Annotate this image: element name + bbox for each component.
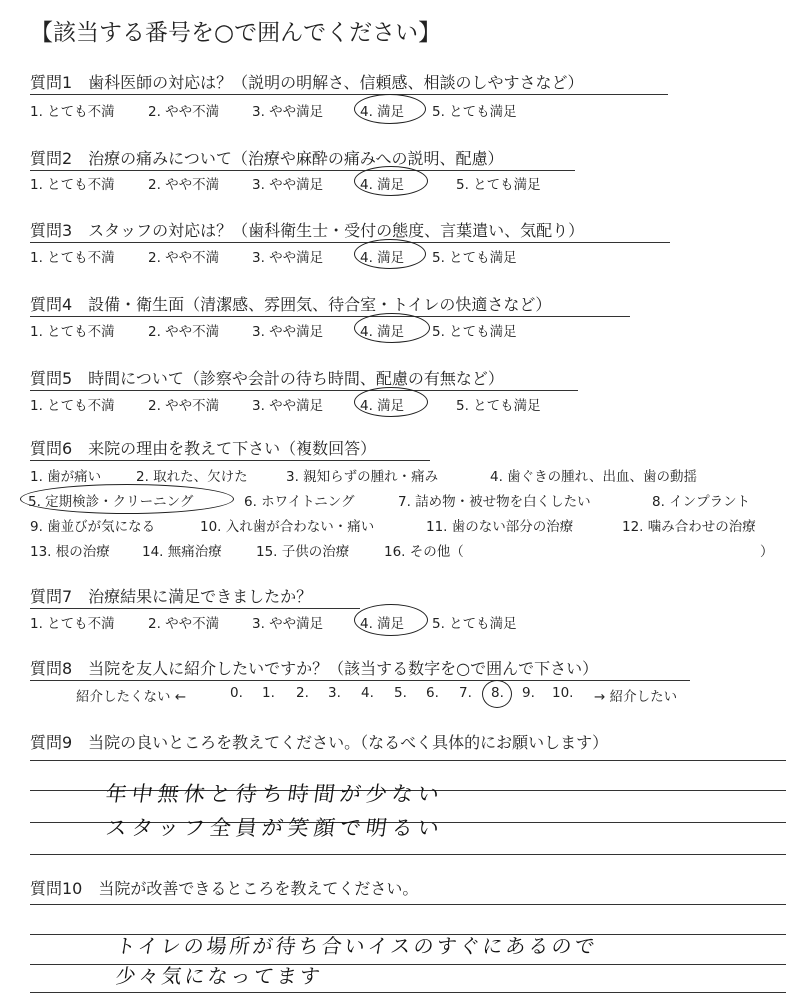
q1-option-4-selected: 4. 満足 bbox=[360, 104, 405, 120]
q7-option-4-selected: 4. 満足 bbox=[360, 616, 405, 632]
question-6-label: 質問6 来院の理由を教えて下さい（複数回答） bbox=[30, 439, 377, 458]
q6-option-14: 14. 無痛治療 bbox=[142, 544, 222, 560]
q6-option-16: 16. その他（ bbox=[384, 544, 464, 560]
q3-option-1: 1. とても不満 bbox=[30, 250, 115, 266]
q4-option-4-selected: 4. 満足 bbox=[360, 324, 405, 340]
q1-option-3: 3. やや満足 bbox=[252, 104, 324, 120]
q8-right-label: → 紹介したい bbox=[594, 689, 678, 705]
question-9-label: 質問9 当院の良いところを教えてください。（なるべく具体的にお願いします） bbox=[30, 733, 609, 752]
q6-option-15: 15. 子供の治療 bbox=[256, 544, 350, 560]
q8-left-label: 紹介したくない ← bbox=[76, 689, 187, 705]
q1-option-2: 2. やや不満 bbox=[148, 104, 220, 120]
q2-option-2: 2. やや不満 bbox=[148, 177, 220, 193]
q9-handwritten-answer-1: 年中無休と待ち時間が少ない bbox=[104, 782, 446, 806]
q3-option-5: 5. とても満足 bbox=[432, 250, 517, 266]
q8-scale-9: 9. bbox=[522, 685, 535, 701]
q7-option-2: 2. やや不満 bbox=[148, 616, 220, 632]
question-10-label: 質問10 当院が改善できるところを教えてください。 bbox=[30, 879, 419, 898]
q8-scale-6: 6. bbox=[426, 685, 439, 701]
question-3-label: 質問3 スタッフの対応は？（歯科衛生士・受付の態度、言葉遣い、気配り） bbox=[30, 221, 585, 240]
q8-scale-4: 4. bbox=[361, 685, 374, 701]
q2-option-4-selected: 4. 満足 bbox=[360, 177, 405, 193]
q1-option-5: 5. とても満足 bbox=[432, 104, 517, 120]
q8-scale-2: 2. bbox=[296, 685, 309, 701]
form-title: 【該当する番号を○で囲んでください】 bbox=[30, 20, 442, 46]
q2-option-1: 1. とても不満 bbox=[30, 177, 115, 193]
q7-option-1: 1. とても不満 bbox=[30, 616, 115, 632]
q4-option-2: 2. やや不満 bbox=[148, 324, 220, 340]
q1-selection-circle bbox=[354, 94, 426, 124]
q7-option-5: 5. とても満足 bbox=[432, 616, 517, 632]
q1-option-1: 1. とても不満 bbox=[30, 104, 115, 120]
q6-option-10: 10. 入れ歯が合わない・痛い bbox=[200, 519, 375, 535]
q6-option-8: 8. インプラント bbox=[652, 494, 751, 510]
q4-option-1: 1. とても不満 bbox=[30, 324, 115, 340]
q6-option-13: 13. 根の治療 bbox=[30, 544, 110, 560]
q3-option-2: 2. やや不満 bbox=[148, 250, 220, 266]
q6-option-4: 4. 歯ぐきの腫れ、出血、歯の動揺 bbox=[490, 469, 697, 485]
q8-selection-circle bbox=[482, 680, 512, 708]
q7-option-3: 3. やや満足 bbox=[252, 616, 324, 632]
q8-scale-3: 3. bbox=[328, 685, 341, 701]
question-1-underline bbox=[30, 94, 668, 95]
q6-option-6: 6. ホワイトニング bbox=[244, 494, 355, 510]
q6-option-7: 7. 詰め物・被せ物を白くしたい bbox=[398, 494, 591, 510]
q5-option-5: 5. とても満足 bbox=[456, 398, 541, 414]
q8-scale-8-selected: 8. bbox=[491, 685, 504, 701]
q4-option-3: 3. やや満足 bbox=[252, 324, 324, 340]
q10-handwritten-answer-2: 少々気になってます bbox=[114, 964, 325, 988]
q2-selection-circle bbox=[354, 166, 428, 196]
q6-option-2: 2. 取れた、欠けた bbox=[136, 469, 248, 485]
q6-selection-circle bbox=[20, 484, 234, 514]
q6-option-3: 3. 親知らずの腫れ・痛み bbox=[286, 469, 439, 485]
question-5-label: 質問5 時間について（診察や会計の待ち時間、配慮の有無など） bbox=[30, 369, 504, 388]
q8-scale-5: 5. bbox=[394, 685, 407, 701]
q6-option-11: 11. 歯のない部分の治療 bbox=[426, 519, 574, 535]
question-6-underline bbox=[30, 460, 430, 461]
q3-option-3: 3. やや満足 bbox=[252, 250, 324, 266]
q5-option-4-selected: 4. 満足 bbox=[360, 398, 405, 414]
q2-option-5: 5. とても満足 bbox=[456, 177, 541, 193]
q8-scale-1: 1. bbox=[262, 685, 275, 701]
q6-option-16-close: ） bbox=[760, 544, 774, 560]
q8-scale-0: 0. bbox=[230, 685, 243, 701]
question-5-underline bbox=[30, 390, 578, 391]
q5-selection-circle bbox=[354, 387, 428, 417]
q6-option-5-selected: 5. 定期検診・クリーニング bbox=[28, 494, 194, 510]
q3-selection-circle bbox=[354, 239, 426, 269]
question-4-underline bbox=[30, 316, 630, 317]
question-7-label: 質問7 治療結果に満足できましたか？ bbox=[30, 587, 313, 606]
question-7-underline bbox=[30, 608, 360, 609]
q9-answer-line-1 bbox=[30, 760, 786, 761]
q6-option-12: 12. 噛み合わせの治療 bbox=[622, 519, 756, 535]
q2-option-3: 3. やや満足 bbox=[252, 177, 324, 193]
q10-answer-line-4 bbox=[30, 992, 786, 993]
q8-scale-10: 10. bbox=[552, 685, 574, 701]
question-3-underline bbox=[30, 242, 670, 243]
q10-answer-line-1 bbox=[30, 904, 786, 905]
q9-answer-line-4 bbox=[30, 854, 786, 855]
q5-option-2: 2. やや不満 bbox=[148, 398, 220, 414]
q3-option-4-selected: 4. 満足 bbox=[360, 250, 405, 266]
question-8-label: 質問8 当院を友人に紹介したいですか？（該当する数字を○で囲んで下さい） bbox=[30, 659, 599, 678]
q5-option-3: 3. やや満足 bbox=[252, 398, 324, 414]
q6-option-9: 9. 歯並びが気になる bbox=[30, 519, 156, 535]
question-1-label: 質問1 歯科医師の対応は？（説明の明解さ、信頼感、相談のしやすさなど） bbox=[30, 73, 584, 92]
q6-option-1: 1. 歯が痛い bbox=[30, 469, 102, 485]
question-2-underline bbox=[30, 170, 575, 171]
question-8-underline bbox=[30, 680, 690, 681]
question-4-label: 質問4 設備・衛生面（清潔感、雰囲気、待合室・トイレの快適さなど） bbox=[30, 295, 552, 314]
q10-handwritten-answer-1: トイレの場所が待ち合いイスのすぐにあるので bbox=[114, 934, 600, 958]
q5-option-1: 1. とても不満 bbox=[30, 398, 115, 414]
q4-selection-circle bbox=[354, 313, 430, 343]
q8-scale-7: 7. bbox=[459, 685, 472, 701]
q7-selection-circle bbox=[354, 604, 428, 636]
question-2-label: 質問2 治療の痛みについて（治療や麻酔の痛みへの説明、配慮） bbox=[30, 149, 504, 168]
q4-option-5: 5. とても満足 bbox=[432, 324, 517, 340]
q9-handwritten-answer-2: スタッフ全員が笑顔で明るい bbox=[104, 816, 446, 840]
